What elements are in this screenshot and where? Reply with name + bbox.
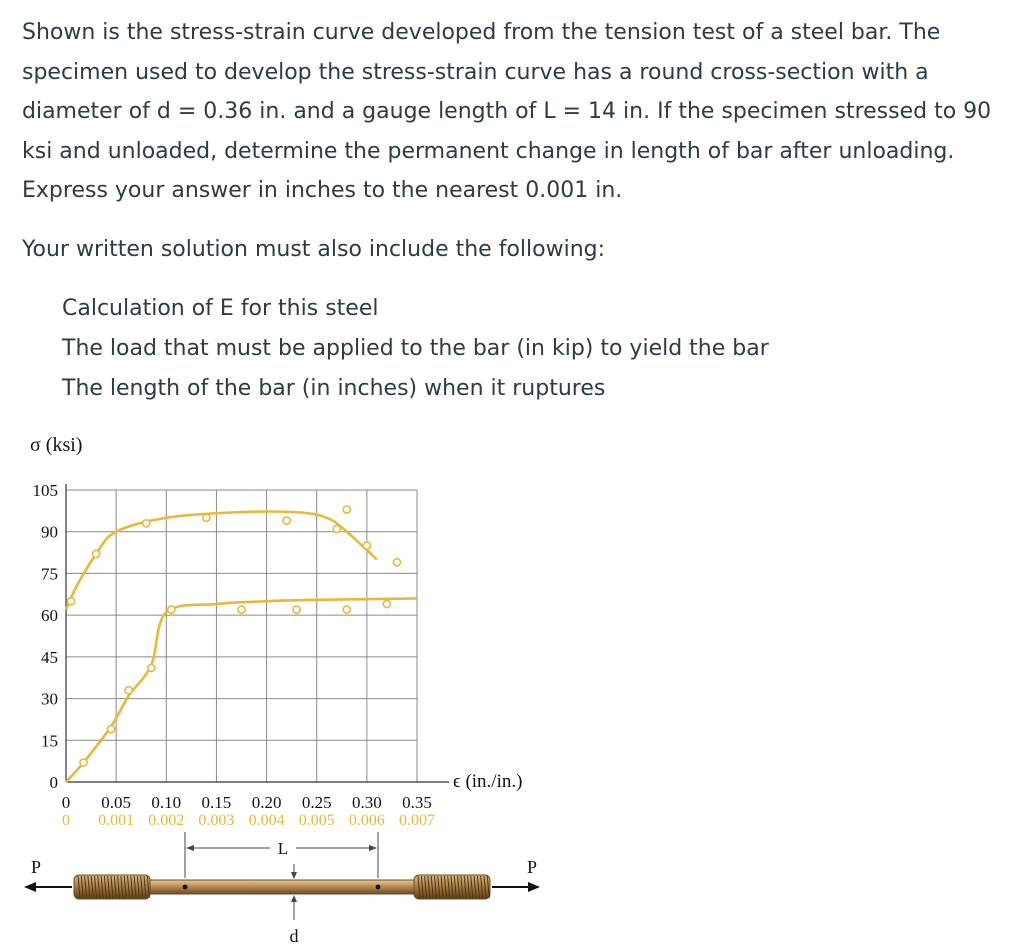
x-tick-label-upper: 0.15 [201,793,232,812]
data-point [343,606,350,613]
x-tick-label-lower: 0 [62,812,70,829]
data-point [238,606,245,613]
y-tick-label: 90 [41,522,58,542]
data-point [80,759,87,766]
gauge-length-label: L [277,839,289,858]
gauge-arrowhead [186,845,194,851]
data-point [143,520,150,527]
gauge-mark [183,885,188,890]
x-tick-label-lower: 0.002 [148,812,185,829]
problem-line: ksi and unloaded, determine the permanent change in length of bar after unloading. [22,138,955,164]
y-axis-title: σ (ksi) [30,434,83,456]
chart-curves [66,512,417,782]
data-point [108,726,115,733]
problem-line: diameter of d = 0.36 in. and a gauge length of L = 14 in. If the specimen stressed to 90 [22,99,992,124]
diameter-arrowhead [291,872,297,879]
y-tick-label: 45 [41,647,58,667]
data-point [92,550,99,557]
data-point [67,598,74,605]
problem-line: specimen used to develop the stress-strain curve has a round cross-section with a [22,59,929,85]
requirement-item: The length of the bar (in inches) when it ruptures [62,376,606,401]
data-point [333,525,340,532]
data-point [363,542,370,549]
data-point [148,664,155,671]
x-tick-label-upper: 0 [61,793,71,812]
data-point [283,517,290,524]
y-tick-label: 75 [41,564,58,584]
x-axis-title: ϵ (in./in.) [453,771,523,792]
x-tick-label-upper: 0.05 [101,793,132,812]
data-series-line [66,598,417,782]
data-series-line [66,512,377,610]
problem-line: Express your answer in inches to the nearest 0.001 in. [22,178,623,203]
y-tick-label: 105 [32,481,58,500]
x-tick-label-upper: 0.20 [251,793,282,812]
data-point [168,606,175,613]
requirement-item: The load that must be applied to the bar (in kip) to yield the bar [62,336,769,361]
specimen-drawing [24,832,540,946]
data-point [393,559,400,566]
stress-strain-figure [0,420,1024,951]
x-tick-label-lower: 0.006 [348,812,385,829]
x-tick-label-lower: 0.005 [298,812,335,829]
y-tick-label: 15 [41,731,58,751]
load-label-right: P [526,857,538,877]
problem-statement [22,13,1022,269]
gauge-mark [376,885,381,890]
y-tick-label: 30 [41,689,58,709]
y-tick-label: 60 [41,606,58,626]
x-tick-label-upper: 0.30 [351,793,382,812]
gauge-arrowhead [369,845,377,851]
diameter-label: d [289,926,299,946]
load-arrowhead-left [24,882,36,892]
diameter-arrowhead [291,895,297,902]
problem-line: Shown is the stress-strain curve developed from the tension test of a steel bar. The [22,20,941,45]
data-point [383,600,390,607]
data-point [203,514,210,521]
x-tick-label-upper: 0.35 [402,793,432,812]
chart-markers [67,506,400,766]
x-tick-label-upper: 0.10 [151,793,182,812]
solution-requirements-lead: Your written solution must also include the following: [22,236,606,262]
x-tick-label-upper: 0.25 [301,793,332,812]
x-tick-label-lower: 0.003 [198,812,235,829]
requirement-item: Calculation of E for this steel [62,296,379,321]
x-tick-label-lower: 0.007 [399,812,435,829]
requirements-list [62,289,769,409]
data-point [125,687,132,694]
x-tick-label-lower: 0.004 [248,812,285,829]
load-label-left: P [30,857,42,877]
load-arrowhead-right [528,882,540,892]
chart-labels [30,434,522,829]
y-tick-label: 0 [49,773,58,792]
data-point [293,606,300,613]
data-point [343,506,350,513]
x-tick-label-lower: 0.001 [98,812,135,829]
